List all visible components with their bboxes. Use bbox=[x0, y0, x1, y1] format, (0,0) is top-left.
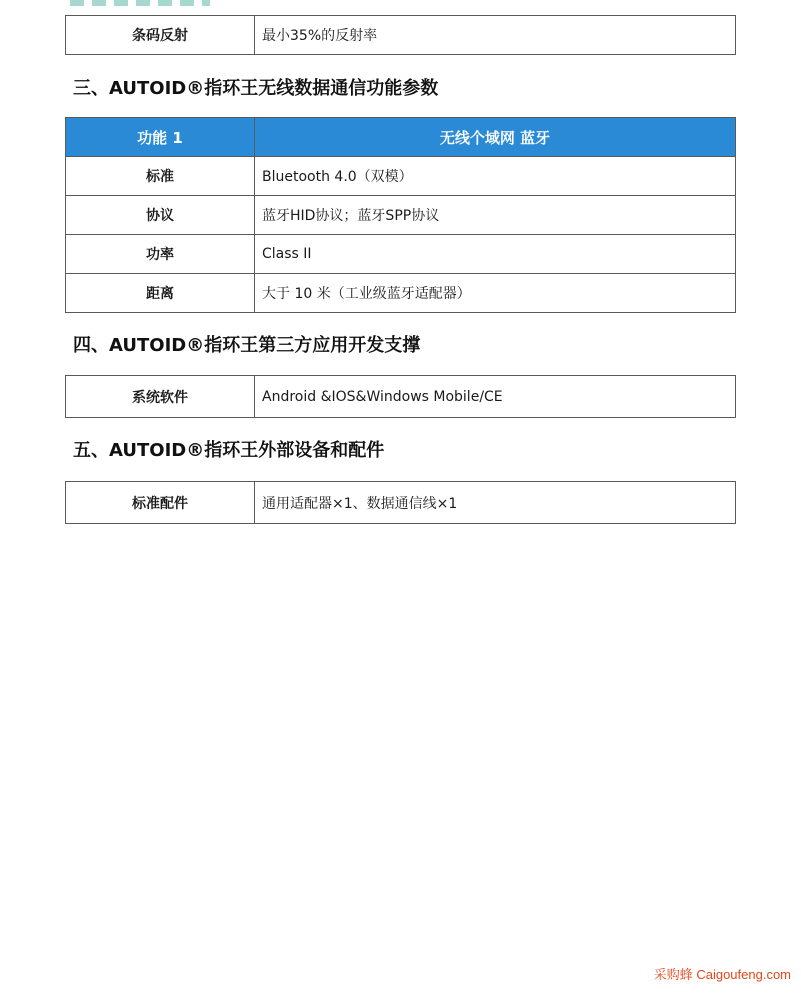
table-row bbox=[66, 157, 736, 196]
row-value: 通用适配器×1、数据通信线×1 bbox=[255, 482, 736, 524]
table-row bbox=[66, 196, 736, 235]
row-value: 大于 10 米（工业级蓝牙适配器） bbox=[255, 274, 736, 313]
table-row bbox=[66, 16, 736, 55]
row-label: 标准配件 bbox=[66, 482, 255, 524]
cropped-heading-remnant bbox=[70, 0, 210, 6]
watermark: 采购蜂 Caigoufeng.com bbox=[653, 967, 791, 982]
section-4-heading: 四、AUTOID®指环王第三方应用开发支撑 bbox=[73, 335, 421, 356]
row-label: 功率 bbox=[66, 235, 255, 274]
row-value: Bluetooth 4.0（双模） bbox=[255, 157, 736, 196]
table-row bbox=[66, 235, 736, 274]
row-label: 协议 bbox=[66, 196, 255, 235]
wireless-table bbox=[65, 117, 736, 313]
row-value: 最小35%的反射率 bbox=[255, 16, 736, 55]
table-header-row bbox=[66, 118, 736, 157]
section-3-heading: 三、AUTOID®指环王无线数据通信功能参数 bbox=[73, 78, 439, 99]
section-5-heading: 五、AUTOID®指环王外部设备和配件 bbox=[73, 440, 385, 461]
table-row bbox=[66, 274, 736, 313]
barcode-table bbox=[65, 15, 736, 55]
table-row bbox=[66, 482, 736, 524]
header-value: 无线个域网 蓝牙 bbox=[255, 118, 736, 157]
row-label: 标准 bbox=[66, 157, 255, 196]
software-table bbox=[65, 375, 736, 418]
accessories-table bbox=[65, 481, 736, 524]
row-value: Class II bbox=[255, 235, 736, 274]
row-value: Android &IOS&Windows Mobile/CE bbox=[255, 376, 736, 418]
row-label: 距离 bbox=[66, 274, 255, 313]
row-value: 蓝牙HID协议；蓝牙SPP协议 bbox=[255, 196, 736, 235]
row-label: 条码反射 bbox=[66, 16, 255, 55]
table-row bbox=[66, 376, 736, 418]
header-label: 功能 1 bbox=[66, 118, 255, 157]
row-label: 系统软件 bbox=[66, 376, 255, 418]
